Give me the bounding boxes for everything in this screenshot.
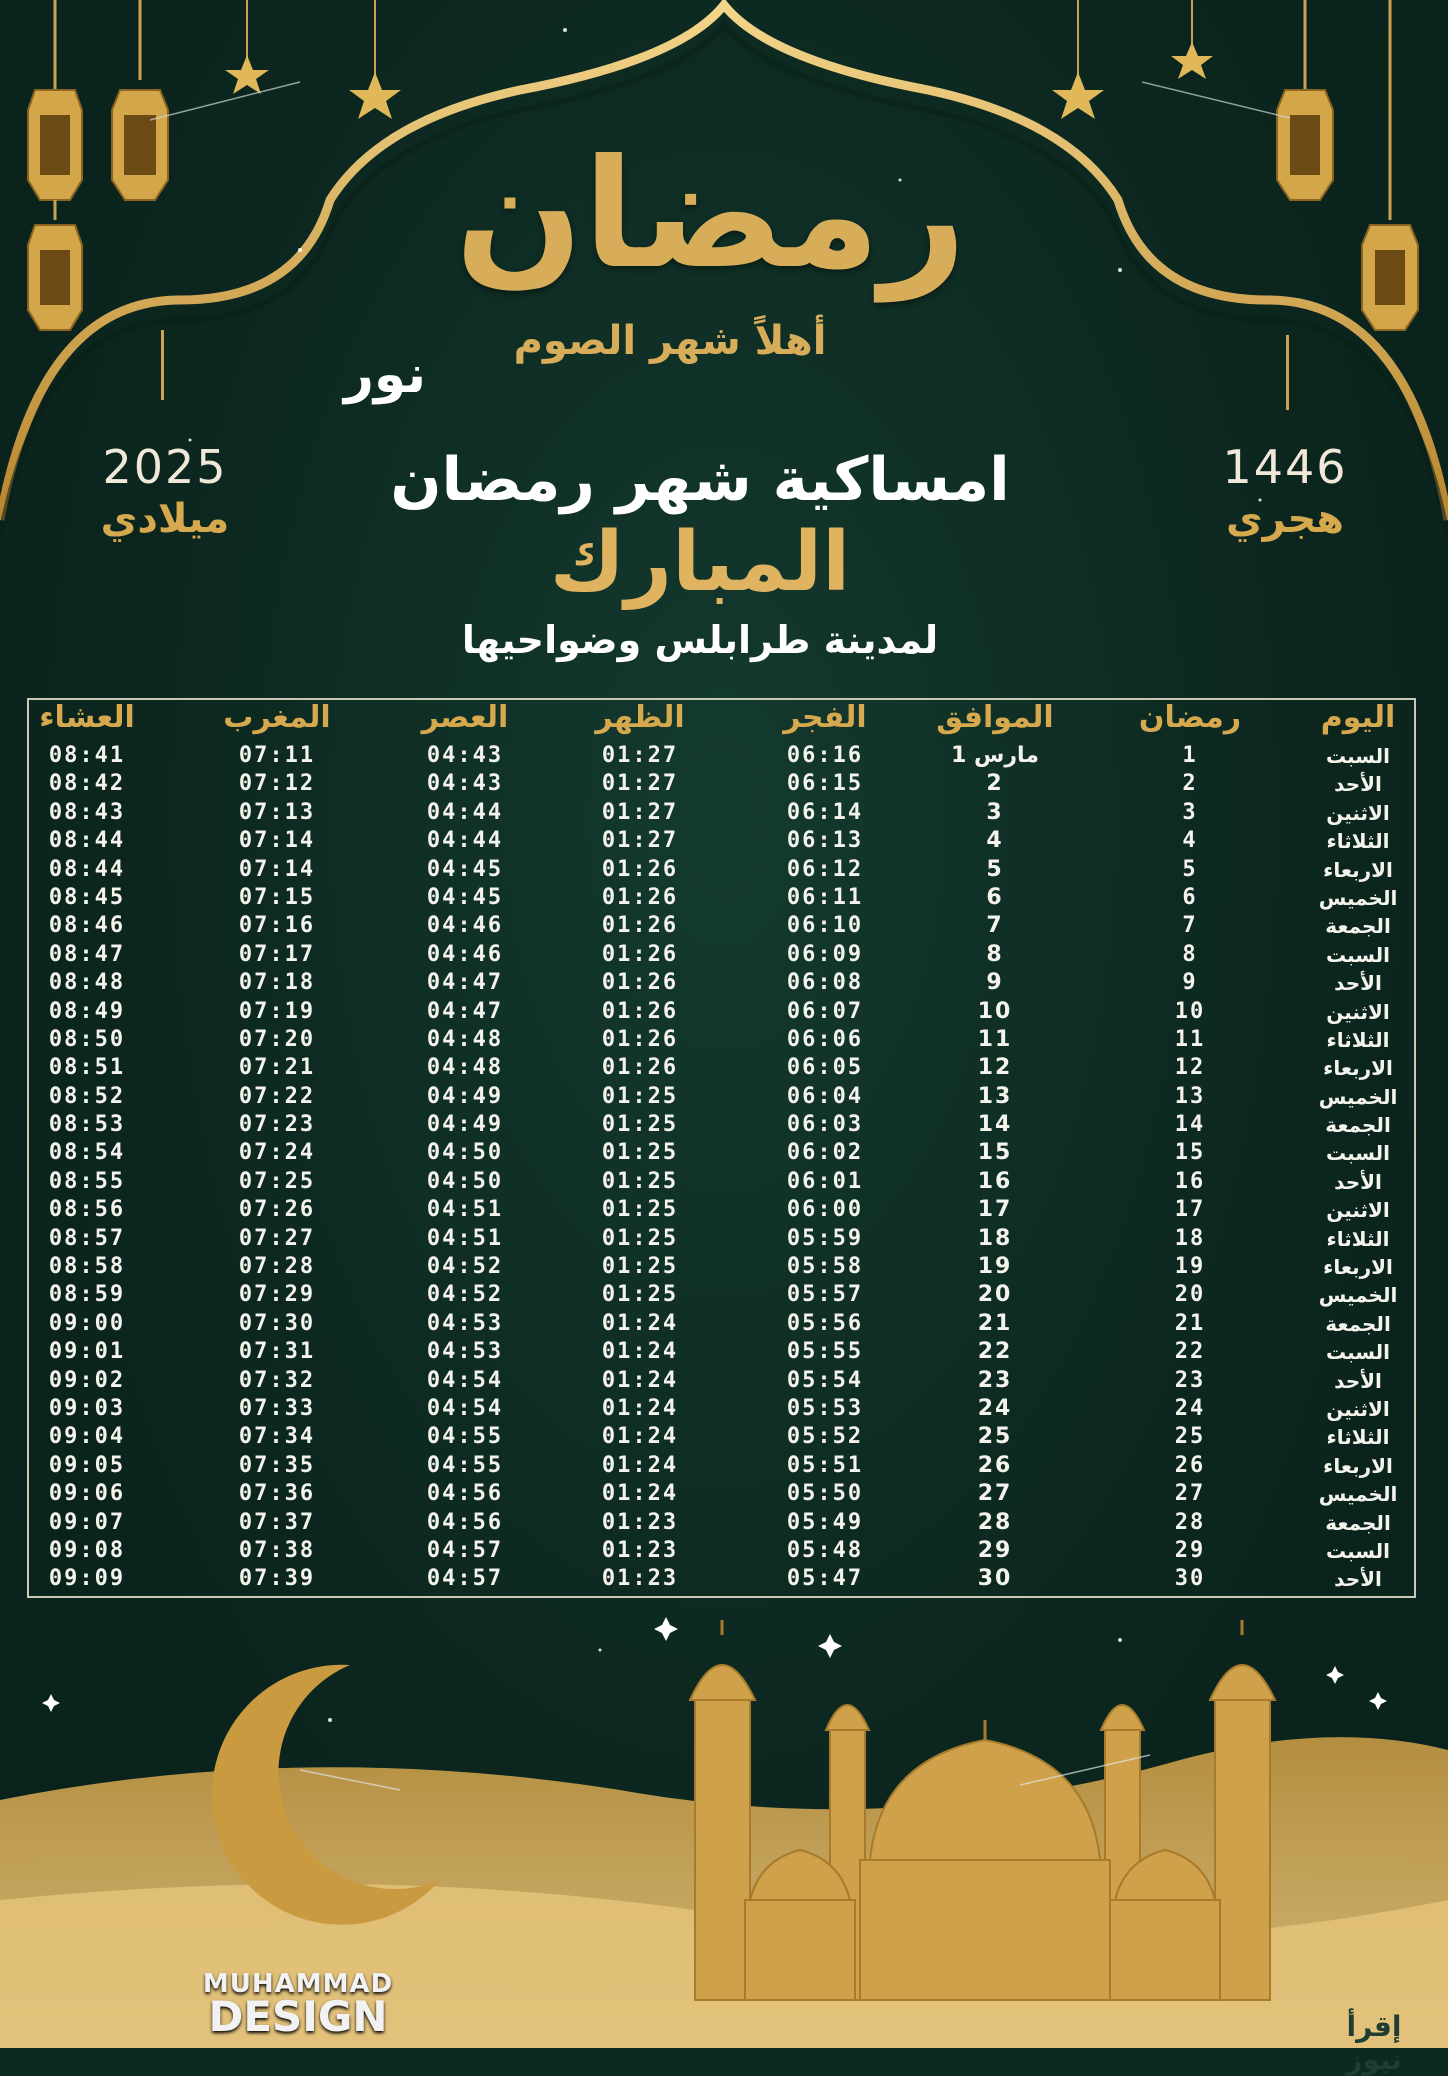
- cell-fajr: 05:57: [786, 1282, 864, 1308]
- cell-dhuhr: 01:25: [601, 1254, 679, 1280]
- cell-isha: 08:57: [48, 1225, 126, 1251]
- cell-maghrib: 07:12: [238, 771, 316, 797]
- cell-maghrib: 07:14: [238, 856, 316, 882]
- cell-ramadan: 30: [1174, 1566, 1206, 1592]
- cell-isha: 08:51: [48, 1055, 126, 1081]
- cell-isha: 09:01: [48, 1339, 126, 1365]
- cell-isha: 09:08: [48, 1537, 126, 1563]
- city-subtitle: لمدينة طرابلس وضواحيها: [461, 618, 939, 662]
- cell-asr: 04:53: [426, 1339, 504, 1365]
- cell-fajr: 05:53: [786, 1395, 864, 1421]
- cell-muwafiq: 27: [977, 1481, 1013, 1507]
- cell-dhuhr: 01:25: [601, 1282, 679, 1308]
- cell-day: الثلاثاء: [1326, 829, 1390, 854]
- cell-maghrib: 07:36: [238, 1481, 316, 1507]
- cell-asr: 04:44: [426, 799, 504, 825]
- cell-muwafiq: 21: [977, 1310, 1013, 1336]
- cell-maghrib: 07:26: [238, 1197, 316, 1223]
- cell-dhuhr: 01:25: [601, 1197, 679, 1223]
- cell-maghrib: 07:14: [238, 828, 316, 854]
- cell-day: الأحد: [1334, 1567, 1382, 1592]
- cell-fajr: 06:16: [786, 743, 864, 768]
- cell-fajr: 06:01: [786, 1168, 864, 1194]
- cell-muwafiq: 22: [977, 1339, 1013, 1365]
- table-row: [27, 1509, 1416, 1537]
- cell-muwafiq: 29: [977, 1537, 1013, 1563]
- cell-asr: 04:52: [426, 1254, 504, 1280]
- cell-fajr: 05:47: [786, 1566, 864, 1592]
- cell-ramadan: 1: [1182, 743, 1198, 768]
- cell-isha: 09:00: [48, 1310, 126, 1336]
- cell-day: الاثنين: [1326, 999, 1390, 1024]
- cell-isha: 09:09: [48, 1566, 126, 1592]
- table-row: [27, 1338, 1416, 1366]
- cell-fajr: 05:49: [786, 1509, 864, 1535]
- table-row: [27, 1281, 1416, 1309]
- cell-isha: 08:52: [48, 1083, 126, 1109]
- gregorian-year-label: ميلادي: [100, 496, 230, 542]
- table-row: [27, 1026, 1416, 1054]
- cell-isha: 09:07: [48, 1509, 126, 1535]
- cell-isha: 08:41: [48, 743, 126, 768]
- cell-ramadan: 13: [1174, 1083, 1206, 1109]
- cell-fajr: 05:56: [786, 1310, 864, 1336]
- cell-maghrib: 07:30: [238, 1310, 316, 1336]
- cell-ramadan: 14: [1174, 1112, 1206, 1138]
- cell-dhuhr: 01:26: [601, 941, 679, 967]
- cell-ramadan: 7: [1182, 913, 1198, 939]
- cell-muwafiq: 11: [977, 1026, 1013, 1052]
- cell-asr: 04:50: [426, 1168, 504, 1194]
- cell-day: السبت: [1325, 942, 1391, 967]
- ramadan-title: رمضان: [455, 128, 967, 302]
- cell-maghrib: 07:13: [238, 799, 316, 825]
- table-row: [27, 912, 1416, 940]
- cell-dhuhr: 01:27: [601, 799, 679, 825]
- cell-asr: 04:46: [426, 913, 504, 939]
- table-row: [27, 1139, 1416, 1167]
- cell-ramadan: 25: [1174, 1424, 1206, 1450]
- table-row: [27, 1367, 1416, 1395]
- header-muwafiq: الموافق: [936, 700, 1054, 735]
- cell-maghrib: 07:32: [238, 1367, 316, 1393]
- cell-day: الثلاثاء: [1326, 1027, 1390, 1052]
- table-row: [27, 884, 1416, 912]
- cell-muwafiq: 9: [986, 970, 1004, 996]
- cell-asr: 04:53: [426, 1310, 504, 1336]
- cell-ramadan: 26: [1174, 1452, 1206, 1478]
- cell-asr: 04:56: [426, 1481, 504, 1507]
- cell-asr: 04:51: [426, 1225, 504, 1251]
- cell-fajr: 06:09: [786, 941, 864, 967]
- cell-fajr: 06:07: [786, 998, 864, 1024]
- cell-dhuhr: 01:25: [601, 1168, 679, 1194]
- cell-dhuhr: 01:24: [601, 1367, 679, 1393]
- cell-muwafiq: 5: [986, 856, 1004, 882]
- cell-asr: 04:57: [426, 1537, 504, 1563]
- cell-ramadan: 24: [1174, 1395, 1206, 1421]
- cell-isha: 09:03: [48, 1395, 126, 1421]
- cell-isha: 08:43: [48, 799, 126, 825]
- cell-dhuhr: 01:25: [601, 1225, 679, 1251]
- table-row: [27, 969, 1416, 997]
- table-row: [27, 1111, 1416, 1139]
- table-row: [27, 799, 1416, 827]
- cell-muwafiq: 14: [977, 1112, 1013, 1138]
- cell-fajr: 05:55: [786, 1339, 864, 1365]
- header-day: اليوم: [1320, 700, 1396, 735]
- cell-day: الاربعاء: [1323, 857, 1393, 882]
- cell-dhuhr: 01:27: [601, 743, 679, 768]
- cell-muwafiq: 15: [977, 1140, 1013, 1166]
- cell-isha: 08:48: [48, 970, 126, 996]
- table-row: [27, 827, 1416, 855]
- cell-dhuhr: 01:26: [601, 998, 679, 1024]
- cell-maghrib: 07:23: [238, 1112, 316, 1138]
- table-row: [27, 1225, 1416, 1253]
- cell-ramadan: 2: [1182, 771, 1198, 797]
- cell-ramadan: 28: [1174, 1509, 1206, 1535]
- cell-muwafiq: 10: [977, 998, 1013, 1024]
- cell-maghrib: 07:38: [238, 1537, 316, 1563]
- cell-maghrib: 07:19: [238, 998, 316, 1024]
- cell-asr: 04:49: [426, 1112, 504, 1138]
- cell-day: الاثنين: [1326, 800, 1390, 825]
- cell-day: الخميس: [1318, 1084, 1398, 1109]
- designer-logo: [188, 1969, 408, 2041]
- greeting-subtitle: أهلاً شهر الصوم: [513, 318, 827, 364]
- cell-ramadan: 12: [1174, 1055, 1206, 1081]
- cell-dhuhr: 01:24: [601, 1424, 679, 1450]
- star-icon: [225, 55, 269, 94]
- cell-maghrib: 07:20: [238, 1026, 316, 1052]
- cell-isha: 09:04: [48, 1424, 126, 1450]
- cell-day: السبت: [1325, 1538, 1391, 1563]
- cell-muwafiq: 6: [986, 884, 1004, 910]
- header-ramadan: رمضان: [1138, 700, 1242, 735]
- cell-maghrib: 07:27: [238, 1225, 316, 1251]
- cell-fajr: 06:08: [786, 970, 864, 996]
- cell-ramadan: 27: [1174, 1481, 1206, 1507]
- cell-isha: 08:46: [48, 913, 126, 939]
- cell-maghrib: 07:39: [238, 1566, 316, 1592]
- cell-ramadan: 21: [1174, 1310, 1206, 1336]
- cell-dhuhr: 01:25: [601, 1140, 679, 1166]
- cell-muwafiq: 8: [986, 941, 1004, 967]
- imsakia-title: امساكية شهر رمضان: [390, 445, 1010, 515]
- header-isha: العشاء: [39, 700, 135, 735]
- cell-ramadan: 10: [1174, 998, 1206, 1024]
- cell-isha: 08:44: [48, 856, 126, 882]
- cell-isha: 08:55: [48, 1168, 126, 1194]
- cell-muwafiq: 23: [977, 1367, 1013, 1393]
- cell-ramadan: 15: [1174, 1140, 1206, 1166]
- cell-fajr: 06:11: [786, 884, 864, 910]
- table-row: [27, 1253, 1416, 1281]
- cell-muwafiq: 30: [977, 1566, 1013, 1592]
- cell-dhuhr: 01:27: [601, 828, 679, 854]
- cell-ramadan: 18: [1174, 1225, 1206, 1251]
- cell-dhuhr: 01:26: [601, 856, 679, 882]
- cell-fajr: 05:54: [786, 1367, 864, 1393]
- cell-isha: 08:45: [48, 884, 126, 910]
- cell-ramadan: 17: [1174, 1197, 1206, 1223]
- cell-maghrib: 07:17: [238, 941, 316, 967]
- cell-dhuhr: 01:24: [601, 1395, 679, 1421]
- cell-dhuhr: 01:23: [601, 1566, 679, 1592]
- source-logo: إقرأ نيوز: [1346, 2010, 1402, 2076]
- cell-maghrib: 07:16: [238, 913, 316, 939]
- cell-fajr: 06:13: [786, 828, 864, 854]
- designer-logo-line1: MUHAMMAD: [202, 1969, 394, 1999]
- table-row: [27, 1310, 1416, 1338]
- cell-maghrib: 07:25: [238, 1168, 316, 1194]
- cell-dhuhr: 01:23: [601, 1509, 679, 1535]
- cell-fajr: 05:58: [786, 1254, 864, 1280]
- cell-dhuhr: 01:27: [601, 771, 679, 797]
- gregorian-year: [95, 440, 235, 542]
- table-body: [27, 742, 1416, 1594]
- cell-isha: 09:05: [48, 1452, 126, 1478]
- cell-dhuhr: 01:26: [601, 1055, 679, 1081]
- cell-maghrib: 07:11: [238, 743, 316, 768]
- cell-fajr: 06:10: [786, 913, 864, 939]
- cell-ramadan: 11: [1174, 1026, 1206, 1052]
- cell-muwafiq: 19: [977, 1254, 1013, 1280]
- cell-asr: 04:54: [426, 1395, 504, 1421]
- cell-isha: 08:53: [48, 1112, 126, 1138]
- cell-muwafiq: 2: [986, 771, 1004, 797]
- cell-isha: 08:47: [48, 941, 126, 967]
- cell-dhuhr: 01:26: [601, 884, 679, 910]
- cell-muwafiq: 28: [977, 1509, 1013, 1535]
- cell-fajr: 06:14: [786, 799, 864, 825]
- table-row: [27, 856, 1416, 884]
- cell-isha: 08:56: [48, 1197, 126, 1223]
- table-row: [27, 941, 1416, 969]
- cell-asr: 04:54: [426, 1367, 504, 1393]
- cell-maghrib: 07:37: [238, 1509, 316, 1535]
- cell-maghrib: 07:29: [238, 1282, 316, 1308]
- cell-day: الخميس: [1318, 885, 1398, 910]
- header-fajr: الفجر: [783, 700, 867, 735]
- cell-asr: 04:50: [426, 1140, 504, 1166]
- header-asr: العصر: [421, 700, 509, 735]
- cell-maghrib: 07:28: [238, 1254, 316, 1280]
- table-row: [27, 742, 1416, 770]
- cell-fajr: 05:50: [786, 1481, 864, 1507]
- cell-asr: 04:52: [426, 1282, 504, 1308]
- cell-day: الجمعة: [1325, 1510, 1391, 1535]
- cell-day: السبت: [1325, 744, 1391, 768]
- cell-muwafiq: 20: [977, 1282, 1013, 1308]
- cell-isha: 08:49: [48, 998, 126, 1024]
- cell-ramadan: 5: [1182, 856, 1198, 882]
- cell-day: الخميس: [1318, 1283, 1398, 1308]
- cell-asr: 04:57: [426, 1566, 504, 1592]
- cell-ramadan: 6: [1182, 884, 1198, 910]
- hijri-year: [1210, 440, 1360, 542]
- cell-asr: 04:49: [426, 1083, 504, 1109]
- cell-muwafiq: 18: [977, 1225, 1013, 1251]
- cell-asr: 04:48: [426, 1055, 504, 1081]
- cell-dhuhr: 01:26: [601, 1026, 679, 1052]
- cell-maghrib: 07:22: [238, 1083, 316, 1109]
- cell-asr: 04:51: [426, 1197, 504, 1223]
- cell-day: الاربعاء: [1323, 1056, 1393, 1081]
- cell-maghrib: 07:34: [238, 1424, 316, 1450]
- table-row: [27, 998, 1416, 1026]
- cell-fajr: 05:59: [786, 1225, 864, 1251]
- cell-asr: 04:47: [426, 970, 504, 996]
- cell-dhuhr: 01:26: [601, 913, 679, 939]
- header-maghrib: المغرب: [223, 700, 331, 735]
- table-row: [27, 1565, 1416, 1593]
- cell-day: الاربعاء: [1323, 1453, 1393, 1478]
- table-row: [27, 770, 1416, 798]
- cell-isha: 08:54: [48, 1140, 126, 1166]
- cell-muwafiq: 12: [977, 1055, 1013, 1081]
- cell-fajr: 05:51: [786, 1452, 864, 1478]
- cell-day: الأحد: [1334, 772, 1382, 797]
- cell-muwafiq: 17: [977, 1197, 1013, 1223]
- cell-muwafiq: 4: [986, 828, 1004, 854]
- cell-day: السبت: [1325, 1340, 1391, 1365]
- cell-isha: 09:06: [48, 1481, 126, 1507]
- cell-isha: 08:58: [48, 1254, 126, 1280]
- cell-ramadan: 29: [1174, 1537, 1206, 1563]
- cell-fajr: 06:05: [786, 1055, 864, 1081]
- cell-muwafiq: 24: [977, 1395, 1013, 1421]
- cell-muwafiq: 1 مارس: [951, 743, 1039, 768]
- table-row: [27, 1168, 1416, 1196]
- cell-ramadan: 16: [1174, 1168, 1206, 1194]
- cell-day: الاثنين: [1326, 1198, 1390, 1223]
- cell-fajr: 06:04: [786, 1083, 864, 1109]
- table-row: [27, 1480, 1416, 1508]
- cell-maghrib: 07:24: [238, 1140, 316, 1166]
- mubarak-title: المبارك: [549, 515, 851, 610]
- cell-maghrib: 07:31: [238, 1339, 316, 1365]
- cell-dhuhr: 01:26: [601, 970, 679, 996]
- signature-text: نور: [343, 345, 427, 405]
- cell-asr: 04:47: [426, 998, 504, 1024]
- cell-asr: 04:45: [426, 856, 504, 882]
- cell-asr: 04:55: [426, 1424, 504, 1450]
- cell-dhuhr: 01:25: [601, 1112, 679, 1138]
- cell-day: الجمعة: [1325, 914, 1391, 939]
- hijri-year-number: 1446: [1222, 440, 1348, 494]
- cell-muwafiq: 3: [986, 799, 1004, 825]
- cell-muwafiq: 13: [977, 1083, 1013, 1109]
- cell-day: الاثنين: [1326, 1396, 1390, 1421]
- cell-asr: 04:43: [426, 743, 504, 768]
- cell-asr: 04:46: [426, 941, 504, 967]
- cell-day: الثلاثاء: [1326, 1425, 1390, 1450]
- cell-ramadan: 9: [1182, 970, 1198, 996]
- table-row: [27, 1537, 1416, 1565]
- cell-day: الاربعاء: [1323, 1255, 1393, 1280]
- cell-isha: 08:42: [48, 771, 126, 797]
- cell-day: الجمعة: [1325, 1311, 1391, 1336]
- cell-muwafiq: 25: [977, 1424, 1013, 1450]
- cell-dhuhr: 01:24: [601, 1481, 679, 1507]
- cell-ramadan: 23: [1174, 1367, 1206, 1393]
- cell-fajr: 06:12: [786, 856, 864, 882]
- cell-maghrib: 07:33: [238, 1395, 316, 1421]
- cell-day: الأحد: [1334, 1169, 1382, 1194]
- table-row: [27, 1196, 1416, 1224]
- cell-day: الجمعة: [1325, 1113, 1391, 1138]
- cell-maghrib: 07:21: [238, 1055, 316, 1081]
- cell-day: السبت: [1325, 1141, 1391, 1166]
- table-row: [27, 1083, 1416, 1111]
- hijri-year-label: هجري: [1225, 496, 1345, 542]
- cell-ramadan: 8: [1182, 941, 1198, 967]
- cell-isha: 08:59: [48, 1282, 126, 1308]
- cell-fajr: 06:03: [786, 1112, 864, 1138]
- table-row: [27, 1452, 1416, 1480]
- cell-ramadan: 20: [1174, 1282, 1206, 1308]
- cell-ramadan: 4: [1182, 828, 1198, 854]
- table-row: [27, 1423, 1416, 1451]
- cell-day: الأحد: [1334, 1368, 1382, 1393]
- cell-ramadan: 19: [1174, 1254, 1206, 1280]
- cell-fajr: 06:06: [786, 1026, 864, 1052]
- designer-logo-line2: DESIGN: [208, 1991, 388, 2041]
- cell-dhuhr: 01:24: [601, 1310, 679, 1336]
- header-dhuhr: الظهر: [595, 700, 685, 735]
- cell-fajr: 06:15: [786, 771, 864, 797]
- cell-asr: 04:55: [426, 1452, 504, 1478]
- cell-dhuhr: 01:23: [601, 1537, 679, 1563]
- cell-fajr: 05:52: [786, 1424, 864, 1450]
- cell-isha: 09:02: [48, 1367, 126, 1393]
- cell-maghrib: 07:35: [238, 1452, 316, 1478]
- cell-muwafiq: 16: [977, 1168, 1013, 1194]
- cell-ramadan: 22: [1174, 1339, 1206, 1365]
- cell-fajr: 06:00: [786, 1197, 864, 1223]
- cell-dhuhr: 01:25: [601, 1083, 679, 1109]
- cell-day: الخميس: [1318, 1482, 1398, 1507]
- gregorian-year-number: 2025: [102, 440, 228, 494]
- cell-dhuhr: 01:24: [601, 1452, 679, 1478]
- cell-asr: 04:45: [426, 884, 504, 910]
- cell-asr: 04:43: [426, 771, 504, 797]
- cell-asr: 04:56: [426, 1509, 504, 1535]
- cell-day: الثلاثاء: [1326, 1226, 1390, 1251]
- cell-maghrib: 07:18: [238, 970, 316, 996]
- cell-fajr: 05:48: [786, 1537, 864, 1563]
- cell-asr: 04:48: [426, 1026, 504, 1052]
- cell-isha: 08:50: [48, 1026, 126, 1052]
- cell-ramadan: 3: [1182, 799, 1198, 825]
- table-row: [27, 1395, 1416, 1423]
- cell-muwafiq: 7: [986, 913, 1004, 939]
- cell-muwafiq: 26: [977, 1452, 1013, 1478]
- cell-dhuhr: 01:24: [601, 1339, 679, 1365]
- lantern-icon: [28, 90, 82, 200]
- cell-isha: 08:44: [48, 828, 126, 854]
- table-row: [27, 1054, 1416, 1082]
- cell-maghrib: 07:15: [238, 884, 316, 910]
- cell-day: الأحد: [1334, 971, 1382, 996]
- cell-fajr: 06:02: [786, 1140, 864, 1166]
- cell-asr: 04:44: [426, 828, 504, 854]
